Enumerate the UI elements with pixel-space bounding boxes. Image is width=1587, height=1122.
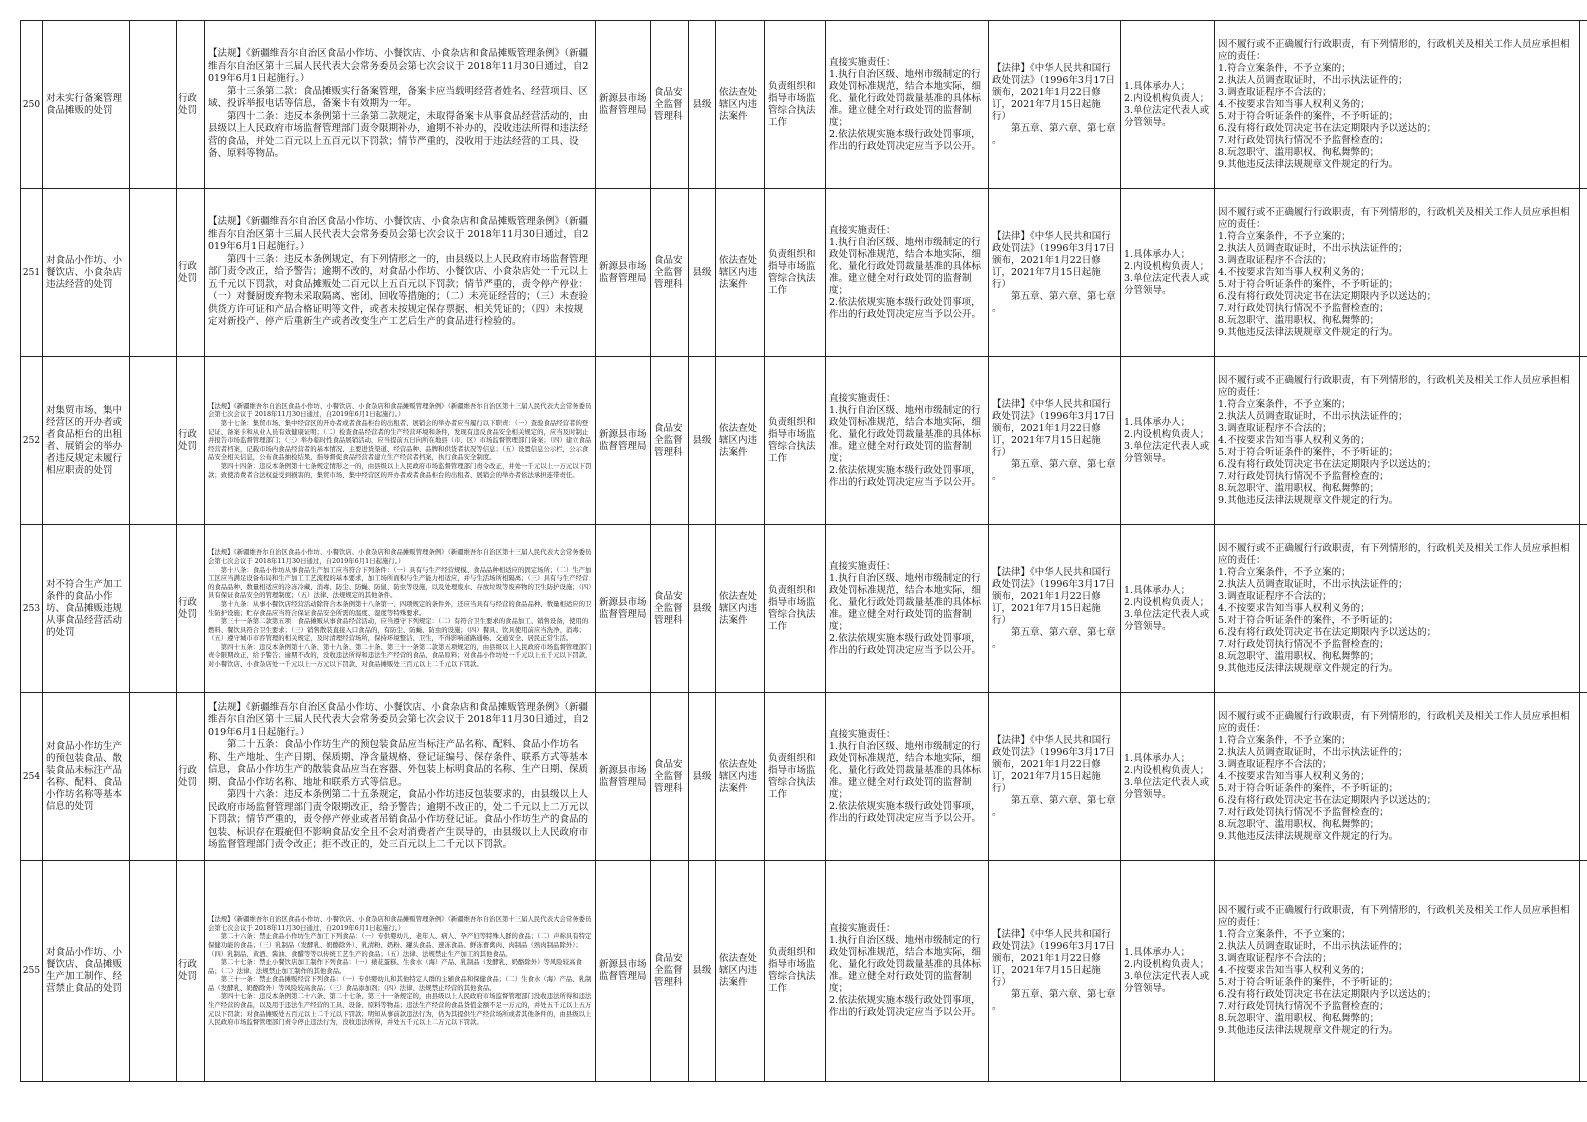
table-row <box>21 21 1587 189</box>
accountability-situation: 因不履行或不正确履行行政职责，有下列情形的，行政机关及相关工作人员应承担相应的责任： 1.符合立案条件，不予立案的； 2.执法人员调查取证时，不出示执法证件的； 3.调查取证程序不合法的； 4.不按要求告知当事人权利义务的； 5.对于符合听证条件的案件，不予听证的； 6.没有将行政处罚决定书在法定期限内予以送达的； 7.对行政处罚执行情况不予监督检查的； 8.玩忽职守、滥用职权、徇私舞弊的； 9.其他违反法律法规规章文件规定的行为。 <box>1215 693 1580 861</box>
exercise-level: 县级 <box>689 189 716 357</box>
accountability-situation: 因不履行或不正确履行行政职责，有下列情形的，行政机关及相关工作人员应承担相应的责任： 1.符合立案条件，不予立案的； 2.执法人员调查取证时，不出示执法证件的； 3.调查取证程序不合法的； 4.不按要求告知当事人权利义务的； 5.对于符合听证条件的案件，不予听证的； 6.没有将行政处罚决定书在法定期限内予以送达的； 7.对行政处罚执行情况不予监督检查的； 8.玩忽职守、滥用职权、徇私舞弊的； 9.其他违反法律法规规章文件规定的行为。 <box>1215 357 1580 525</box>
implementation-duty: 直接实施责任： 1.执行自治区级、地州市级制定的行政处罚标准规范，结合本地实际，细化、量化行政处罚裁量基准的具体标准。建立健全对行政处罚的监督制度； 2.依法依规实施本级行政处罚事项，作出的行政处罚决定应当予以公开。 <box>826 357 989 525</box>
sub-item-name <box>130 693 177 861</box>
responsible-department: 食品安全监督管理科 <box>651 525 689 693</box>
sub-item-name <box>130 861 177 1082</box>
accountability-law: 【法律】《中华人民共和国行政处罚法》（1996年3月17日颁布，2021年1月22日修订，2021年7月15日起施行） 第五章、第六章、第七章 。 <box>989 861 1121 1082</box>
implementation-duty: 直接实施责任： 1.执行自治区级、地州市级制定的行政处罚标准规范，结合本地实际，细化、量化行政处罚裁量基准的具体标准。建立健全对行政处罚的监督制度； 2.依法依规实施本级行政处罚事项，作出的行政处罚决定应当予以公开。 <box>826 21 989 189</box>
exercise-level: 县级 <box>689 525 716 693</box>
item-name: 对食品小作坊、小餐饮店、食品摊贩生产加工制作、经营禁止食品的处罚 <box>43 861 130 1082</box>
sub-item-name <box>130 189 177 357</box>
supervision-duty: 负责组织和指导市场监管综合执法工作 <box>765 525 826 693</box>
power-type: 行政处罚 <box>177 21 205 189</box>
responsibility-content: 依法查处辖区内违法案件 <box>716 357 765 525</box>
implementing-organ: 新源县市场监督管理局 <box>596 693 651 861</box>
supervision-duty: 负责组织和指导市场监管综合执法工作 <box>765 693 826 861</box>
accountability-situation: 因不履行或不正确履行行政职责，有下列情形的，行政机关及相关工作人员应承担相应的责任： 1.符合立案条件，不予立案的； 2.执法人员调查取证时，不出示执法证件的； 3.调查取证程序不合法的； 4.不按要求告知当事人权利义务的； 5.对于符合听证条件的案件，不予听证的； 6.没有将行政处罚决定书在法定期限内予以送达的； 7.对行政处罚执行情况不予监督检查的； 8.玩忽职守、滥用职权、徇私舞弊的； 9.其他违反法律法规规章文件规定的行为。 <box>1215 21 1580 189</box>
responsible-subject: 1.具体承办人； 2.内设机构负责人； 3.单位法定代表人或分管领导。 <box>1121 21 1215 189</box>
exercise-level: 县级 <box>689 693 716 861</box>
responsibility-content: 依法查处辖区内违法案件 <box>716 525 765 693</box>
item-name: 对未实行备案管理食品摊贩的处罚 <box>43 21 130 189</box>
power-type: 行政处罚 <box>177 189 205 357</box>
legal-basis: 【法规】《新疆维吾尔自治区食品小作坊、小餐饮店、小食杂店和食品摊贩管理条例》（新疆维吾尔自治区第十三届人民代表大会常务委员会第七次会议于 2018年11月30日通过，自2019年6月1日起施行。） 第十三条第二款：食品摊贩实行备案管理，备案卡应当载明经营者姓名、经营项目、区域、投诉举报电话等信息，备案卡有效期为一年。 第四十二条：违反本条例第十三条第二款规定，未取得备案卡从事食品经营活动的，由县级以上人民政府市场监督管理部门责令限期补办，逾期不补办的，没收违法所得和违法经营的食品，并处二百元以上五百元以下罚款；情节严重的，没收用于违法经营的工具、设备、原料等物品。 <box>205 21 596 189</box>
responsible-department: 食品安全监督管理科 <box>651 21 689 189</box>
responsibility-content: 依法查处辖区内违法案件 <box>716 189 765 357</box>
supervision-duty: 负责组织和指导市场监管综合执法工作 <box>765 357 826 525</box>
responsibility-content: 依法查处辖区内违法案件 <box>716 693 765 861</box>
sub-item-name <box>130 357 177 525</box>
implementing-organ: 新源县市场监督管理局 <box>596 357 651 525</box>
item-name: 对食品小作坊生产的预包装食品、散装食品未标注产品名称、配料、食品小作坊名称等基本信息的处罚 <box>43 693 130 861</box>
accountability-law: 【法律】《中华人民共和国行政处罚法》（1996年3月17日颁布，2021年1月22日修订，2021年7月15日起施行） 第五章、第六章、第七章 。 <box>989 357 1121 525</box>
remarks <box>1580 357 1587 525</box>
exercise-level: 县级 <box>689 861 716 1082</box>
implementing-organ: 新源县市场监督管理局 <box>596 21 651 189</box>
accountability-law: 【法律】《中华人民共和国行政处罚法》（1996年3月17日颁布，2021年1月22日修订，2021年7月15日起施行） 第五章、第六章、第七章 。 <box>989 525 1121 693</box>
table-row <box>21 693 1587 861</box>
legal-basis: 【法规】《新疆维吾尔自治区食品小作坊、小餐饮店、小食杂店和食品摊贩管理条例》（新疆维吾尔自治区第十三届人民代表大会常务委员会第七次会议于 2018年11月30日通过，自2019年6月1日起施行。） 第四十三条：违反本条例规定，有下列情形之一的，由县级以上人民政府市场监督管理部门责令改正，给予警告；逾期不改的，对食品小作坊、小餐饮店、小食杂店处一千元以上五千元以下罚款，对食品摊贩处二百元以上五百元以下罚款；情节严重的，责令停产停业：（一）对餐厨废弃物未采取隔离、密闭、回收等措施的；（二）未亮证经营的；（三）未查验供货方许可证和产品合格证明等文件，或者未按规定保存票据、相关凭证的；（四）未按规定对新投产、停产后重新生产或者改变生产工艺后生产的食品进行检验的。 <box>205 189 596 357</box>
implementation-duty: 直接实施责任： 1.执行自治区级、地州市级制定的行政处罚标准规范，结合本地实际，细化、量化行政处罚裁量基准的具体标准。建立健全对行政处罚的监督制度； 2.依法依规实施本级行政处罚事项，作出的行政处罚决定应当予以公开。 <box>826 189 989 357</box>
implementation-duty: 直接实施责任： 1.执行自治区级、地州市级制定的行政处罚标准规范，结合本地实际，细化、量化行政处罚裁量基准的具体标准。建立健全对行政处罚的监督制度； 2.依法依规实施本级行政处罚事项，作出的行政处罚决定应当予以公开。 <box>826 861 989 1082</box>
responsible-subject: 1.具体承办人； 2.内设机构负责人； 3.单位法定代表人或分管领导。 <box>1121 189 1215 357</box>
responsible-subject: 1.具体承办人； 2.内设机构负责人； 3.单位法定代表人或分管领导。 <box>1121 861 1215 1082</box>
accountability-law: 【法律】《中华人民共和国行政处罚法》（1996年3月17日颁布，2021年1月22日修订，2021年7月15日起施行） 第五章、第六章、第七章 。 <box>989 189 1121 357</box>
legal-basis: 【法规】《新疆维吾尔自治区食品小作坊、小餐饮店、小食杂店和食品摊贩管理条例》（新疆维吾尔自治区第十三届人民代表大会常务委员会第七次会议于 2018年11月30日通过，自2019年6月1日起施行。） 第十七条：集贸市场、集中经营区的开办者或者食品柜台的出租者、展销会的举办者应当履行以下职责：（一）查验食品经营者的登记证、备案卡和从业人员有效健康证明；（二）检查食品经营者的生产经营环境和条件，发现有违反食品安全相关规定的，应当及时制止并报告市场监督管理部门；（三）举办临时性食品展销活动，应当提前五日向所在地县（市、区）市场监督管理部门备案；（四）建立食品经营者档案，记载市场内食品经营者的基本情况、主要进货渠道、经营品种、品牌和供货者状况等信息；（五）设置信息公示栏，公示食品安全相关信息，公布食品抽检结果，指导督促食品经营者建立生产经营者档案，执行食品安全制度。 第四十四条：违反本条例第十七条规定情形之一的，由县级以上人民政府市场监督管理部门责令改正，并处一千元以上一万元以下罚款；致使消费者合法权益受到损害的，集贸市场、集中经营区的开办者或者食品柜台的出租者、展销会的举办者依法承担连带责任。 <box>205 357 596 525</box>
power-type: 行政处罚 <box>177 693 205 861</box>
legal-basis: 【法规】《新疆维吾尔自治区食品小作坊、小餐饮店、小食杂店和食品摊贩管理条例》（新疆维吾尔自治区第十三届人民代表大会常务委员会第七次会议于 2018年11月30日通过，自2019年6月1日起施行。） 第二十六条：禁止食品小作坊生产加工下列食品：（一）专供婴幼儿、老年人、病人、孕产妇等特殊人群的食品；（二）声称具有特定保健功能的食品；（三）乳制品（发酵乳、奶酪除外）、乳清粉、奶粉、罐头食品、速冻食品、鲜冻畜禽肉、肉制品（熟肉制品除外）；（四）乳制品、黄酒、酱油、食醋等等以传统工艺生产的食品；（五）法律、法规禁止生产加工的其他食品。 第二十七条：禁止小餐饮店加工制作下列食品：（一）裱花蛋糕、生食水（海）产品、乳制品（发酵乳、奶酪除外）等风险较高食品；（二）法律、法规禁止加工制作的其他食品。 第三十一条：禁止食品摊贩经营下列食品：（一）专供婴幼儿和其他特定人群的主辅食品和保健食品；（二）生食水（海）产品、乳制品（发酵乳、奶酪除外）等风险较高食品；（三）食品添加剂；（四）法律、法规禁止经营的其他食品。 第四十七条：违反本条例第二十六条、第二十七条、第三十一条规定的，由县级以上人民政府市场监督管理部门没收违法所得和违法生产经营的食品，以及用于违法生产经营的工具、设备、原料等物品；违法生产经营的食品货值金额不足一万元的，并处五千元以上五万元以下罚款；对食品摊贩处五百元以上二千元以下罚款；明知从事前款违法行为，仍为其提供生产经营场所或者其他条件的，由县级以上人民政府市场监督管理部门责令停止违法行为，没收违法所得，并处五千元以上二万元以下罚款。 <box>205 861 596 1082</box>
implementing-organ: 新源县市场监督管理局 <box>596 525 651 693</box>
table-row <box>21 525 1587 693</box>
row-number: 250 <box>21 21 43 189</box>
accountability-situation: 因不履行或不正确履行行政职责，有下列情形的，行政机关及相关工作人员应承担相应的责任： 1.符合立案条件，不予立案的； 2.执法人员调查取证时，不出示执法证件的； 3.调查取证程序不合法的； 4.不按要求告知当事人权利义务的； 5.对于符合听证条件的案件，不予听证的； 6.没有将行政处罚决定书在法定期限内予以送达的； 7.对行政处罚执行情况不予监督检查的； 8.玩忽职守、滥用职权、徇私舞弊的； 9.其他违反法律法规规章文件规定的行为。 <box>1215 861 1580 1082</box>
row-number: 252 <box>21 357 43 525</box>
remarks <box>1580 525 1587 693</box>
row-number: 251 <box>21 189 43 357</box>
exercise-level: 县级 <box>689 21 716 189</box>
responsible-department: 食品安全监督管理科 <box>651 189 689 357</box>
accountability-law: 【法律】《中华人民共和国行政处罚法》（1996年3月17日颁布，2021年1月22日修订，2021年7月15日起施行） 第五章、第六章、第七章 。 <box>989 21 1121 189</box>
remarks <box>1580 861 1587 1082</box>
power-type: 行政处罚 <box>177 525 205 693</box>
remarks <box>1580 693 1587 861</box>
responsible-department: 食品安全监督管理科 <box>651 357 689 525</box>
supervision-duty: 负责组织和指导市场监管综合执法工作 <box>765 189 826 357</box>
row-number: 255 <box>21 861 43 1082</box>
responsibility-content: 依法查处辖区内违法案件 <box>716 21 765 189</box>
implementing-organ: 新源县市场监督管理局 <box>596 861 651 1082</box>
legal-basis: 【法规】《新疆维吾尔自治区食品小作坊、小餐饮店、小食杂店和食品摊贩管理条例》（新疆维吾尔自治区第十三届人民代表大会常务委员会第七次会议于 2018年11月30日通过，自2019年6月1日起施行。） 第二十五条：食品小作坊生产的预包装食品应当标注产品名称、配料、食品小作坊名称、生产地址、生产日期、保质期、净含量规格、登记证编号、保存条件、联系方式等基本信息，食品小作坊生产的散装食品应当在容器、外包装上标明食品的名称、生产日期、保质期、食品小作坊名称、地址和联系方式等信息。 第四十六条：违反本条例第二十五条规定，食品小作坊违反包装要求的，由县级以上人民政府市场监督管理部门责令限期改正，给予警告；逾期不改正的，处二千元以上二万元以下罚款；情节严重的，责令停产停业或者吊销食品小作坊登记证。食品小作坊生产的食品的包装、标识存在瑕疵但不影响食品安全且不会对消费者产生误导的，由县级以上人民政府市场监督管理部门责令改正；拒不改正的，处三百元以上二千元以下罚款。 <box>205 693 596 861</box>
supervision-duty: 负责组织和指导市场监管综合执法工作 <box>765 21 826 189</box>
responsible-department: 食品安全监督管理科 <box>651 861 689 1082</box>
responsibility-content: 依法查处辖区内违法案件 <box>716 861 765 1082</box>
accountability-situation: 因不履行或不正确履行行政职责，有下列情形的，行政机关及相关工作人员应承担相应的责任： 1.符合立案条件，不予立案的； 2.执法人员调查取证时，不出示执法证件的； 3.调查取证程序不合法的； 4.不按要求告知当事人权利义务的； 5.对于符合听证条件的案件，不予听证的； 6.没有将行政处罚决定书在法定期限内予以送达的； 7.对行政处罚执行情况不予监督检查的； 8.玩忽职守、滥用职权、徇私舞弊的； 9.其他违反法律法规规章文件规定的行为。 <box>1215 189 1580 357</box>
item-name: 对不符合生产加工条件的食品小作坊、食品摊贩违规从事食品经营活动的处罚 <box>43 525 130 693</box>
remarks <box>1580 21 1587 189</box>
power-list-table <box>20 20 1587 1082</box>
item-name: 对集贸市场、集中经营区的开办者或者食品柜台的出租者、展销会的举办者违反规定未履行相应职责的处罚 <box>43 357 130 525</box>
table-row <box>21 357 1587 525</box>
accountability-law: 【法律】《中华人民共和国行政处罚法》（1996年3月17日颁布，2021年1月22日修订，2021年7月15日起施行） 第五章、第六章、第七章 。 <box>989 693 1121 861</box>
responsible-subject: 1.具体承办人； 2.内设机构负责人； 3.单位法定代表人或分管领导。 <box>1121 525 1215 693</box>
row-number: 253 <box>21 525 43 693</box>
exercise-level: 县级 <box>689 357 716 525</box>
sub-item-name <box>130 21 177 189</box>
implementation-duty: 直接实施责任： 1.执行自治区级、地州市级制定的行政处罚标准规范，结合本地实际，细化、量化行政处罚裁量基准的具体标准。建立健全对行政处罚的监督制度； 2.依法依规实施本级行政处罚事项，作出的行政处罚决定应当予以公开。 <box>826 525 989 693</box>
responsible-department: 食品安全监督管理科 <box>651 693 689 861</box>
legal-basis: 【法规】《新疆维吾尔自治区食品小作坊、小餐饮店、小食杂店和食品摊贩管理条例》（新疆维吾尔自治区第十三届人民代表大会常务委员会第七次会议于 2018年11月30日通过，自2019年6月1日起施行。） 第十八条：食品小作坊从事食品生产加工应当符合下列条件：（一）具有与生产经营规模、食品品种相适应的固定场所；（二）生产加工区应当满足设备布局和生产加工工艺流程的基本要求，加工场所面积与生产能力相适应，并与生活场所相隔离；（三）具有与生产经营的食品品种、数量相适应的冷冻冷藏、消毒、防尘、防蝇、防鼠、防虫等设施，以及处理废水、存放垃圾等废弃物的卫生防护设施；（四）具有保证食品安全的管理制度；（五）法律、法规规定的其他条件。 第十九条：从事小餐饮店经营活动除符合本条例第十八条第一、四项规定的条件外，还应当具有与经营的食品品种、数量相适应的卫生防护设施；贮存食品应当符合保证食品安全所需的温度、湿度等特殊要求。 第三十一条第二款第五项 食品摊贩从事食品经营活动，应当遵守下列规定：（二）有符合卫生要求的食品加工、销售设备，使用的燃料、餐饮具符合卫生要求；（三）销售散装直接入口食品的，有防尘、防蝇、防虫的设施；（四）餐具、饮具使用前应当洗净、消毒；（五）遵守城市市容管理的相关规定，及时清理经营场所，保持环境整洁、卫生，不得影响道路通畅、交通安全、居民正常生活。 第四十五条：违反本条例第十八条、第十九条、第二十条、第三十一条第二款第五项规定的，由县级以上人民政府市场监督管理部门责令限期改正，给予警告；逾期不改的，没收违法所得和违法生产经营的食品、食品原料；对食品小作坊处一千元以上五千元以下罚款，对小餐饮店、小食杂店处一千元以上一万元以下罚款，对食品摊贩处三百元以上二千元以下罚款。 <box>205 525 596 693</box>
sub-item-name <box>130 525 177 693</box>
implementing-organ: 新源县市场监督管理局 <box>596 189 651 357</box>
responsible-subject: 1.具体承办人； 2.内设机构负责人； 3.单位法定代表人或分管领导。 <box>1121 357 1215 525</box>
table-row <box>21 861 1587 1082</box>
implementation-duty: 直接实施责任： 1.执行自治区级、地州市级制定的行政处罚标准规范，结合本地实际，细化、量化行政处罚裁量基准的具体标准。建立健全对行政处罚的监督制度； 2.依法依规实施本级行政处罚事项，作出的行政处罚决定应当予以公开。 <box>826 693 989 861</box>
remarks <box>1580 189 1587 357</box>
power-list-sheet <box>20 20 1568 1081</box>
power-type: 行政处罚 <box>177 861 205 1082</box>
table-row <box>21 189 1587 357</box>
responsible-subject: 1.具体承办人； 2.内设机构负责人； 3.单位法定代表人或分管领导。 <box>1121 693 1215 861</box>
accountability-situation: 因不履行或不正确履行行政职责，有下列情形的，行政机关及相关工作人员应承担相应的责任： 1.符合立案条件，不予立案的； 2.执法人员调查取证时，不出示执法证件的； 3.调查取证程序不合法的； 4.不按要求告知当事人权利义务的； 5.对于符合听证条件的案件，不予听证的； 6.没有将行政处罚决定书在法定期限内予以送达的； 7.对行政处罚执行情况不予监督检查的； 8.玩忽职守、滥用职权、徇私舞弊的； 9.其他违反法律法规规章文件规定的行为。 <box>1215 525 1580 693</box>
power-type: 行政处罚 <box>177 357 205 525</box>
item-name: 对食品小作坊、小餐饮店、小食杂店违法经营的处罚 <box>43 189 130 357</box>
row-number: 254 <box>21 693 43 861</box>
supervision-duty: 负责组织和指导市场监管综合执法工作 <box>765 861 826 1082</box>
